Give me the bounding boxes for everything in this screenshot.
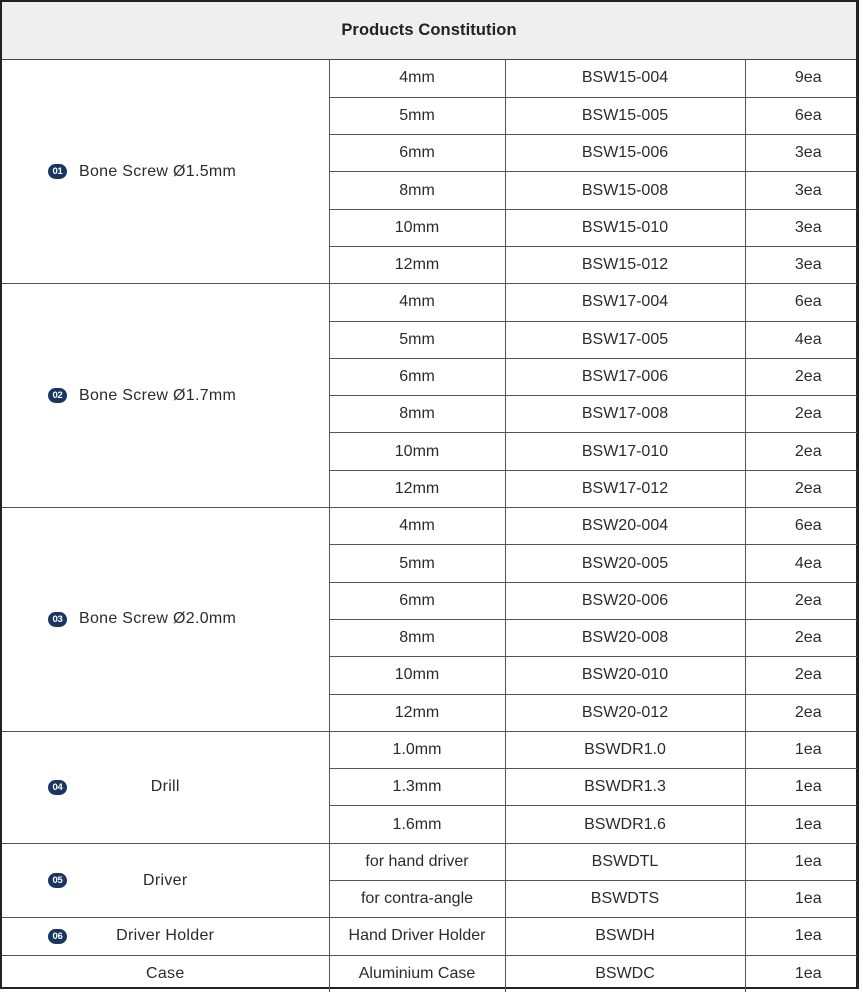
cell-code: BSWDH	[505, 918, 745, 955]
group-number-badge: 01	[48, 164, 67, 179]
cell-qty: 1ea	[745, 843, 857, 880]
products-table-body	[2, 60, 857, 992]
group-name: Bone Screw Ø1.5mm	[79, 162, 237, 180]
cell-code: BSWDR1.6	[505, 806, 745, 843]
cell-qty: 3ea	[745, 172, 857, 209]
cell-size: 6mm	[329, 358, 505, 395]
cell-qty: 2ea	[745, 619, 857, 656]
cell-code: BSW17-005	[505, 321, 745, 358]
table-row	[2, 60, 857, 97]
cell-qty: 2ea	[745, 694, 857, 731]
group-cell	[2, 955, 329, 992]
group-number-badge: 02	[48, 388, 67, 403]
cell-size: 5mm	[329, 97, 505, 134]
group-name: Case	[145, 965, 185, 983]
cell-size: 8mm	[329, 396, 505, 433]
cell-qty: 2ea	[745, 358, 857, 395]
cell-code: BSWDR1.3	[505, 769, 745, 806]
table-row	[2, 508, 857, 545]
cell-code: BSW20-008	[505, 619, 745, 656]
cell-size: 5mm	[329, 545, 505, 582]
cell-size: 4mm	[329, 508, 505, 545]
cell-size: 1.6mm	[329, 806, 505, 843]
cell-qty: 6ea	[745, 508, 857, 545]
cell-qty: 3ea	[745, 135, 857, 172]
cell-code: BSW20-004	[505, 508, 745, 545]
group-cell	[2, 918, 329, 955]
table-row	[2, 955, 857, 992]
group-cell	[2, 731, 329, 843]
cell-size: 8mm	[329, 172, 505, 209]
cell-size: for contra-angle	[329, 881, 505, 918]
cell-code: BSW17-006	[505, 358, 745, 395]
cell-qty: 2ea	[745, 657, 857, 694]
group-cell	[2, 60, 329, 284]
cell-code: BSW20-010	[505, 657, 745, 694]
cell-size: 4mm	[329, 60, 505, 97]
cell-qty: 1ea	[745, 918, 857, 955]
group-cell	[2, 843, 329, 918]
cell-qty: 9ea	[745, 60, 857, 97]
cell-size: 8mm	[329, 619, 505, 656]
cell-qty: 1ea	[745, 731, 857, 768]
cell-qty: 6ea	[745, 97, 857, 134]
group-cell	[2, 508, 329, 732]
cell-size: 4mm	[329, 284, 505, 321]
cell-size: 1.3mm	[329, 769, 505, 806]
cell-code: BSWDTL	[505, 843, 745, 880]
cell-size: 6mm	[329, 135, 505, 172]
cell-qty: 2ea	[745, 433, 857, 470]
page-title: Products Constitution	[341, 21, 517, 39]
cell-size: 10mm	[329, 209, 505, 246]
group-number-badge: 04	[48, 780, 67, 795]
cell-size: 12mm	[329, 246, 505, 283]
cell-size: Aluminium Case	[329, 955, 505, 992]
cell-qty: 3ea	[745, 246, 857, 283]
group-number-badge: 03	[48, 612, 67, 627]
cell-code: BSW15-006	[505, 135, 745, 172]
cell-size: 12mm	[329, 694, 505, 731]
cell-code: BSW15-004	[505, 60, 745, 97]
table-row	[2, 843, 857, 880]
cell-qty: 2ea	[745, 470, 857, 507]
group-name: Driver	[143, 871, 188, 889]
table-row	[2, 731, 857, 768]
cell-code: BSWDC	[505, 955, 745, 992]
table-row	[2, 284, 857, 321]
cell-code: BSW17-008	[505, 396, 745, 433]
cell-size: 10mm	[329, 433, 505, 470]
cell-size: 12mm	[329, 470, 505, 507]
title-bar	[2, 2, 856, 60]
cell-code: BSW17-004	[505, 284, 745, 321]
cell-code: BSW17-012	[505, 470, 745, 507]
cell-code: BSW15-012	[505, 246, 745, 283]
cell-code: BSW17-010	[505, 433, 745, 470]
cell-qty: 1ea	[745, 955, 857, 992]
group-cell	[2, 284, 329, 508]
cell-size: Hand Driver Holder	[329, 918, 505, 955]
group-name: Bone Screw Ø1.7mm	[79, 386, 237, 404]
cell-code: BSW15-010	[505, 209, 745, 246]
cell-size: 10mm	[329, 657, 505, 694]
cell-size: 5mm	[329, 321, 505, 358]
group-name: Drill	[150, 778, 180, 796]
cell-qty: 4ea	[745, 545, 857, 582]
cell-size: 1.0mm	[329, 731, 505, 768]
products-table	[2, 60, 857, 992]
cell-qty: 6ea	[745, 284, 857, 321]
cell-size: for hand driver	[329, 843, 505, 880]
cell-code: BSWDTS	[505, 881, 745, 918]
group-name: Driver Holder	[116, 927, 215, 945]
cell-qty: 1ea	[745, 806, 857, 843]
cell-qty: 2ea	[745, 396, 857, 433]
cell-qty: 1ea	[745, 881, 857, 918]
group-number-badge: 05	[48, 873, 67, 888]
cell-code: BSW20-006	[505, 582, 745, 619]
cell-qty: 2ea	[745, 582, 857, 619]
cell-code: BSW20-012	[505, 694, 745, 731]
cell-qty: 4ea	[745, 321, 857, 358]
table-row	[2, 918, 857, 955]
cell-code: BSW15-005	[505, 97, 745, 134]
cell-qty: 3ea	[745, 209, 857, 246]
cell-code: BSW15-008	[505, 172, 745, 209]
cell-size: 6mm	[329, 582, 505, 619]
cell-code: BSW20-005	[505, 545, 745, 582]
cell-qty: 1ea	[745, 769, 857, 806]
group-name: Bone Screw Ø2.0mm	[79, 610, 237, 628]
cell-code: BSWDR1.0	[505, 731, 745, 768]
group-number-badge: 06	[48, 929, 67, 944]
